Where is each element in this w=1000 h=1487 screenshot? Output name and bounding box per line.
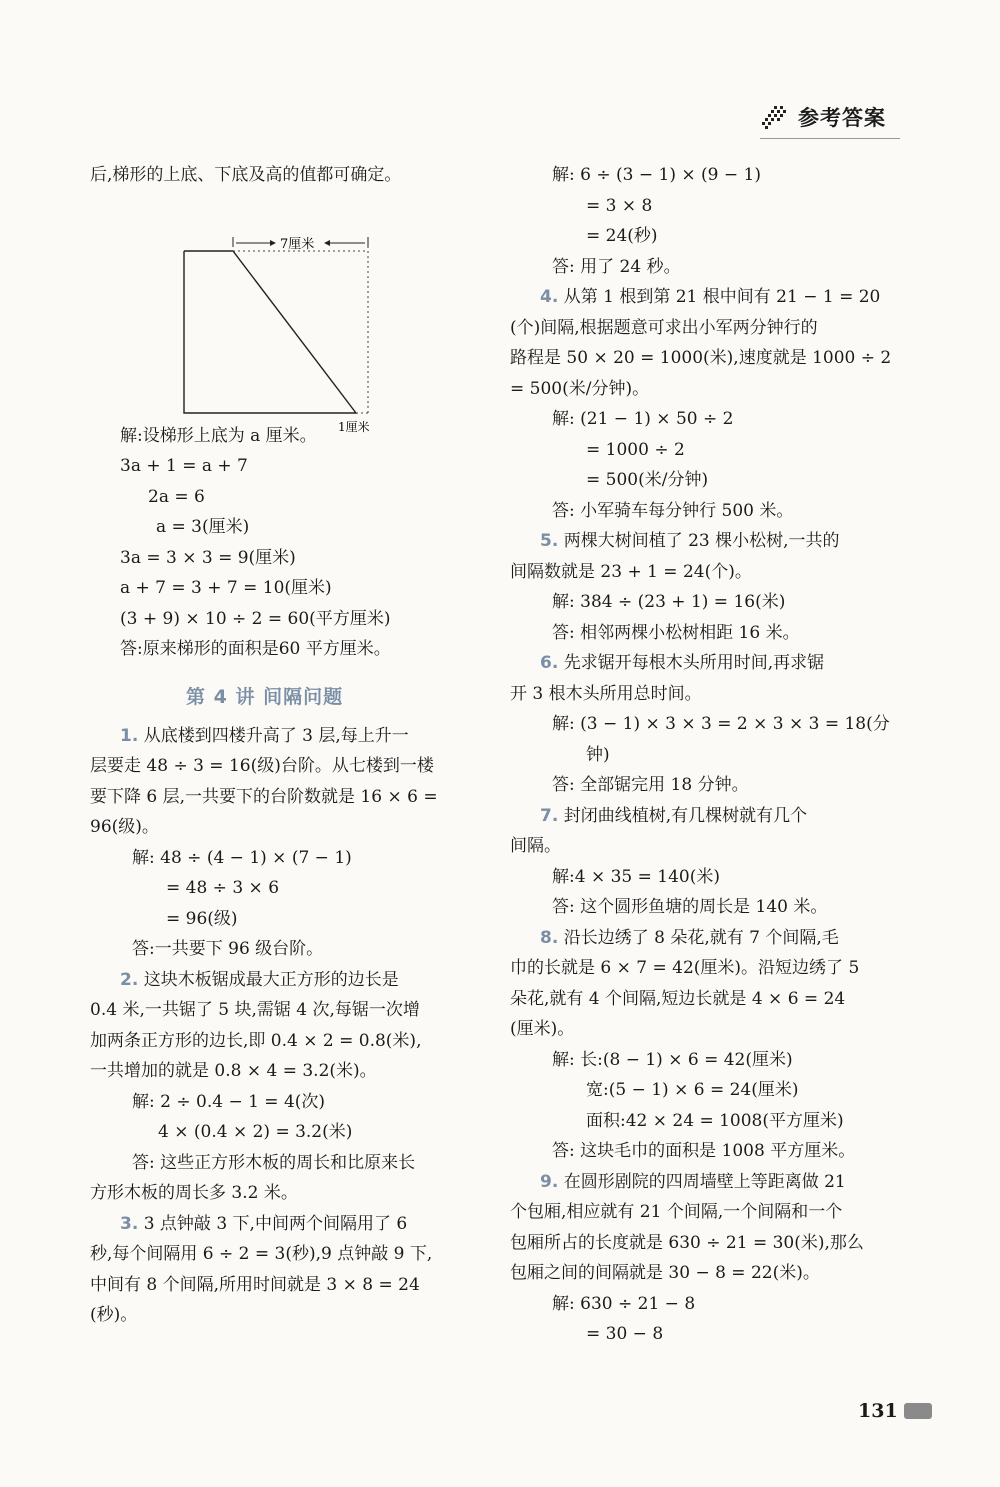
- answer-line: 答:一共要下 96 级台阶。: [132, 939, 324, 959]
- problem-line: 开 3 根木头所用总时间。: [510, 683, 702, 704]
- solution-line: 解: 2 ÷ 0.4 − 1 = 4(次): [132, 1091, 326, 1112]
- problem-line: 朵花,就有 4 个间隔,短边长就是 4 × 6 = 24: [510, 988, 846, 1009]
- header-divider: [760, 138, 900, 139]
- problem-line: 巾的长就是 6 × 7 = 42(厘米)。沿短边绣了 5: [510, 958, 860, 978]
- problem-line: 1. 从底楼到四楼升高了 3 层,每上升一: [120, 725, 409, 746]
- problem-line: 个包厢,相应就有 21 个间隔,一个间隔和一个: [510, 1202, 843, 1222]
- problem-line: = 500(米/分钟)。: [510, 378, 650, 399]
- solution-line: 解: (21 − 1) × 50 ÷ 2: [552, 409, 734, 429]
- solution-line: 4 × (0.4 × 2) = 3.2(米): [158, 1122, 353, 1142]
- answer-line: 答: 用了 24 秒。: [552, 256, 681, 277]
- solution-line: = 500(米/分钟): [586, 470, 709, 490]
- equation-line: 3a = 3 × 3 = 9(厘米): [120, 547, 296, 568]
- solution-line: 面积:42 × 24 = 1008(平方厘米): [586, 1110, 844, 1131]
- problem-line: 2. 这块木板锯成最大正方形的边长是: [120, 969, 399, 990]
- section-title: 第 4 讲 间隔问题: [186, 685, 344, 708]
- problem-number: 7.: [540, 805, 559, 826]
- solution-line: 解: 长:(8 − 1) × 6 = 42(厘米): [552, 1049, 793, 1070]
- problem-line: 中间有 8 个间隔,所用时间就是 3 × 8 = 24: [90, 1274, 420, 1295]
- solution-line: 解: 6 ÷ (3 − 1) × (9 − 1): [552, 165, 761, 185]
- answer-line: 答: 小军骑车每分钟行 500 米。: [552, 500, 794, 521]
- problem-line: 5. 两棵大树间植了 23 棵小松树,一共的: [540, 531, 840, 551]
- checkered-diamond-icon: [760, 104, 790, 130]
- bottom-width-label: 1厘米: [338, 419, 370, 434]
- equation-line: (3 + 9) × 10 ÷ 2 = 60(平方厘米): [120, 608, 391, 629]
- solution-line: 解: 48 ÷ (4 − 1) × (7 − 1): [132, 847, 352, 868]
- solution-line: 解: 384 ÷ (23 + 1) = 16(米): [552, 592, 786, 612]
- problem-line: 间隔数就是 23 + 1 = 24(个)。: [510, 561, 752, 582]
- trapezoid-diagram: [170, 197, 430, 434]
- problem-line: 3. 3 点钟敲 3 下,中间两个间隔用了 6: [120, 1213, 408, 1234]
- problem-line: 加两条正方形的边长,即 0.4 × 2 = 0.8(米),: [90, 1030, 422, 1051]
- problem-line: 4. 从第 1 根到第 21 根中间有 21 − 1 = 20: [540, 287, 881, 307]
- answer-line: 答: 全部锯完用 18 分钟。: [552, 775, 749, 795]
- problem-line: (个)间隔,根据题意可求出小军两分钟行的: [510, 317, 818, 338]
- page-number: 131: [858, 1400, 932, 1422]
- solution-line: 钟): [586, 744, 610, 765]
- problem-line: 9. 在圆形剧院的四周墙壁上等距离做 21: [540, 1171, 846, 1192]
- problem-line: 要下降 6 层,一共要下的台阶数就是 16 × 6 =: [90, 786, 438, 807]
- solution-line: 解:设梯形上底为 a 厘米。: [120, 425, 317, 446]
- right-column: [510, 160, 890, 1350]
- problem-line: 7. 封闭曲线植树,有几棵树就有几个: [540, 805, 808, 826]
- problem-line: 6. 先求锯开每根木头所用时间,再求锯: [540, 653, 825, 673]
- solution-line: 解:4 × 35 = 140(米): [552, 866, 720, 887]
- problem-number: 1.: [120, 725, 139, 746]
- problem-line: 秒,每个间隔用 6 ÷ 2 = 3(秒),9 点钟敲 9 下,: [90, 1244, 433, 1264]
- solution-line: = 24(秒): [586, 226, 658, 246]
- problem-line: (秒)。: [90, 1305, 138, 1325]
- solution-line: 宽:(5 − 1) × 6 = 24(厘米): [586, 1080, 799, 1100]
- trapezoid-figure: [90, 191, 475, 434]
- solution-line: = 96(级): [166, 908, 238, 929]
- answer-line: 答: 这块毛巾的面积是 1008 平方厘米。: [552, 1141, 856, 1161]
- problem-number: 2.: [120, 969, 139, 990]
- problem-line: 间隔。: [510, 836, 561, 856]
- equation-line: a + 7 = 3 + 7 = 10(厘米): [120, 578, 332, 598]
- problem-line: 包厢所占的长度就是 630 ÷ 21 = 30(米),那么: [510, 1232, 864, 1253]
- answer-line: 答:原来梯形的面积是60 平方厘米。: [120, 639, 391, 659]
- problem-line: 包厢之间的间隔就是 30 − 8 = 22(米)。: [510, 1263, 820, 1283]
- problem-line: 一共增加的就是 0.8 × 4 = 3.2(米)。: [90, 1061, 377, 1081]
- solution-line: 解: (3 − 1) × 3 × 3 = 2 × 3 × 3 = 18(分: [552, 714, 890, 734]
- answer-line: 答: 相邻两棵小松树相距 16 米。: [552, 622, 800, 643]
- problem-line: 层要走 48 ÷ 3 = 16(级)台阶。从七楼到一楼: [90, 756, 434, 776]
- problem-number: 8.: [540, 927, 559, 948]
- left-column: [90, 160, 475, 1331]
- solution-line: = 30 − 8: [586, 1324, 664, 1344]
- solution-line: = 1000 ÷ 2: [586, 439, 685, 460]
- problem-line: 路程是 50 × 20 = 1000(米),速度就是 1000 ÷ 2: [510, 348, 892, 368]
- problem-line: 0.4 米,一共锯了 5 块,需锯 4 次,每锯一次增: [90, 1000, 420, 1020]
- problem-line: 8. 沿长边绣了 8 朵花,就有 7 个间隔,毛: [540, 927, 839, 948]
- solution-line: = 3 × 8: [586, 195, 653, 216]
- solution-line: = 48 ÷ 3 × 6: [166, 878, 280, 898]
- text-line: 后,梯形的上底、下底及高的值都可确定。: [90, 165, 402, 185]
- page-tab-marker: [904, 1403, 932, 1419]
- page-header: [760, 100, 900, 134]
- problem-line: (厘米)。: [510, 1019, 575, 1039]
- solution-line: 解: 630 ÷ 21 − 8: [552, 1293, 696, 1314]
- equation-line: a = 3(厘米): [156, 517, 250, 537]
- problem-number: 9.: [540, 1171, 559, 1192]
- header-title: 参考答案: [798, 106, 886, 130]
- problem-number: 5.: [540, 531, 559, 551]
- answer-line: 答: 这些正方形木板的周长和比原来长: [132, 1152, 416, 1173]
- problem-number: 6.: [540, 653, 559, 673]
- answer-line: 方形木板的周长多 3.2 米。: [90, 1183, 298, 1203]
- answer-line: 答: 这个圆形鱼塘的周长是 140 米。: [552, 897, 828, 917]
- top-width-label: 7厘米: [280, 236, 315, 252]
- problem-line: 96(级)。: [90, 817, 159, 837]
- equation-line: 3a + 1 = a + 7: [120, 456, 248, 476]
- equation-line: 2a = 6: [148, 486, 205, 507]
- problem-number: 4.: [540, 287, 559, 307]
- problem-number: 3.: [120, 1213, 139, 1234]
